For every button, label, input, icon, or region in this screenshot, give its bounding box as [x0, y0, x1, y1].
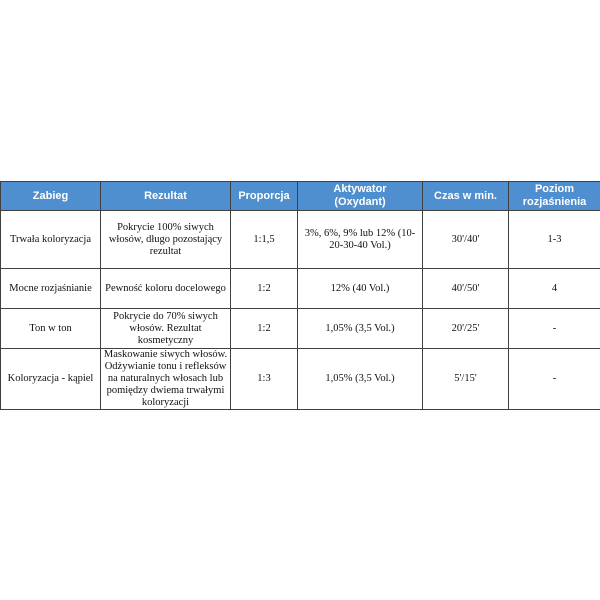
cell-proporcja: 1:3	[231, 349, 298, 410]
hair-coloring-table	[0, 181, 600, 410]
cell-czas: 5'/15'	[423, 349, 509, 410]
cell-zabieg: Mocne rozjaśnianie	[1, 269, 101, 309]
cell-aktywator: 3%, 6%, 9% lub 12% (10-20-30-40 Vol.)	[298, 211, 423, 269]
header-proporcja: Proporcja	[231, 182, 298, 211]
cell-aktywator: 12% (40 Vol.)	[298, 269, 423, 309]
cell-aktywator: 1,05% (3,5 Vol.)	[298, 309, 423, 349]
cell-poziom: -	[509, 349, 600, 410]
cell-czas: 40'/50'	[423, 269, 509, 309]
table-body	[1, 211, 600, 410]
header-rezultat: Rezultat	[101, 182, 231, 211]
header-poziom	[509, 182, 600, 211]
cell-rezultat: Maskowanie siwych włosów. Odżywianie tonu i refleksów na naturalnych włosach lub pomiędzy dwiema trwałymi koloryzacji	[101, 349, 231, 410]
table-row	[1, 349, 600, 410]
table-row	[1, 309, 600, 349]
table-header	[1, 182, 600, 211]
header-aktywator-text: Aktywator (Oxydant)	[333, 183, 387, 208]
cell-proporcja: 1:2	[231, 309, 298, 349]
cell-aktywator: 1,05% (3,5 Vol.)	[298, 349, 423, 410]
cell-czas: 30'/40'	[423, 211, 509, 269]
table-row	[1, 211, 600, 269]
header-row	[1, 182, 600, 211]
cell-poziom: -	[509, 309, 600, 349]
table-row	[1, 269, 600, 309]
header-zabieg: Zabieg	[1, 182, 101, 211]
cell-rezultat: Pokrycie 100% siwych włosów, długo pozostający rezultat	[101, 211, 231, 269]
cell-rezultat: Pewność koloru docelowego	[101, 269, 231, 309]
cell-proporcja: 1:1,5	[231, 211, 298, 269]
cell-poziom: 4	[509, 269, 600, 309]
header-aktywator	[298, 182, 423, 211]
header-czas: Czas w min.	[423, 182, 509, 211]
cell-rezultat: Pokrycie do 70% siwych włosów. Rezultat kosmetyczny	[101, 309, 231, 349]
cell-zabieg: Trwała koloryzacja	[1, 211, 101, 269]
cell-zabieg: Koloryzacja - kąpiel	[1, 349, 101, 410]
cell-zabieg: Ton w ton	[1, 309, 101, 349]
header-poziom-text: Poziom rozjaśnienia	[522, 183, 587, 208]
cell-czas: 20'/25'	[423, 309, 509, 349]
cell-poziom: 1-3	[509, 211, 600, 269]
cell-proporcja: 1:2	[231, 269, 298, 309]
